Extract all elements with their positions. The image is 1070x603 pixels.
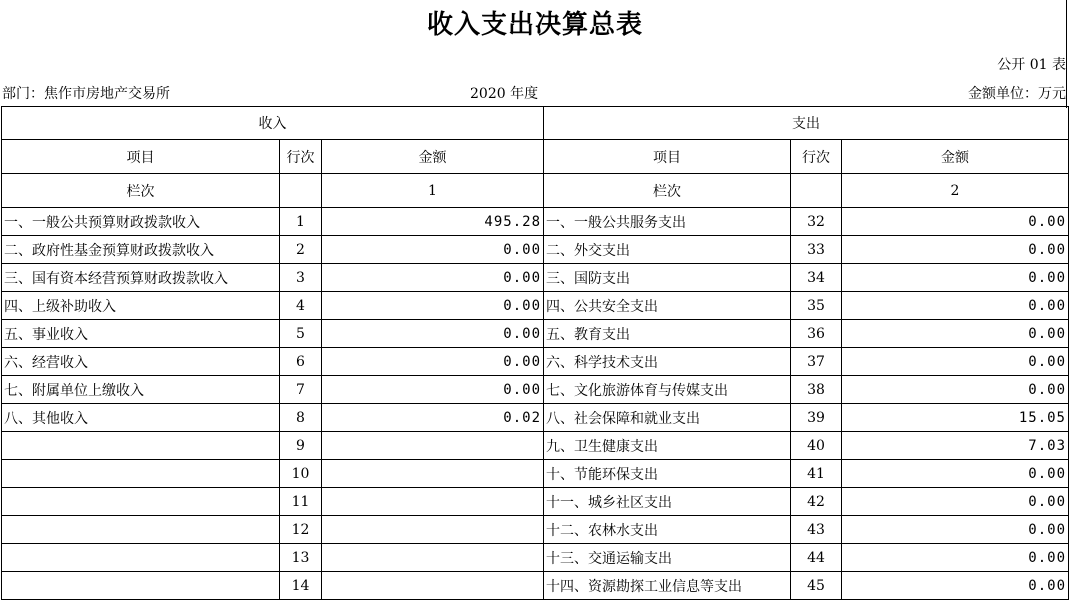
expense-amount: 0.00 (842, 236, 1069, 264)
income-item: 二、政府性基金预算财政拨款收入 (2, 236, 280, 264)
expense-column-empty (791, 174, 842, 208)
income-line-number: 1 (280, 208, 322, 236)
expense-amount: 0.00 (842, 376, 1069, 404)
income-line-number: 14 (280, 572, 322, 600)
table-row (2, 292, 1069, 320)
income-amount (322, 544, 544, 572)
income-amount: 0.00 (322, 264, 544, 292)
expense-line-number: 37 (791, 348, 842, 376)
income-amount (322, 460, 544, 488)
expense-item: 一、一般公共服务支出 (544, 208, 791, 236)
page-title: 收入支出决算总表 (426, 10, 643, 40)
expense-line-number: 36 (791, 320, 842, 348)
expense-item: 十四、资源勘探工业信息等支出 (544, 572, 791, 600)
expense-item: 二、外交支出 (544, 236, 791, 264)
table-row (2, 432, 1069, 460)
expense-amount: 0.00 (842, 460, 1069, 488)
table-row (2, 236, 1069, 264)
income-column-empty (280, 174, 322, 208)
income-line-number: 9 (280, 432, 322, 460)
income-column-label: 栏次 (2, 174, 280, 208)
income-line-header: 行次 (280, 140, 322, 174)
expense-amount: 0.00 (842, 348, 1069, 376)
income-line-number: 13 (280, 544, 322, 572)
expense-amount: 0.00 (842, 516, 1069, 544)
expense-item: 三、国防支出 (544, 264, 791, 292)
income-item: 三、国有资本经营预算财政拨款收入 (2, 264, 280, 292)
table-row (2, 544, 1069, 572)
expense-line-number: 41 (791, 460, 842, 488)
expense-line-number: 43 (791, 516, 842, 544)
expense-item: 十三、交通运输支出 (544, 544, 791, 572)
expense-line-number: 39 (791, 404, 842, 432)
income-line-number: 10 (280, 460, 322, 488)
income-line-number: 8 (280, 404, 322, 432)
income-item: 八、其他收入 (2, 404, 280, 432)
expense-amount: 7.03 (842, 432, 1069, 460)
expense-item: 九、卫生健康支出 (544, 432, 791, 460)
income-column-index: 1 (322, 174, 544, 208)
income-line-number: 11 (280, 488, 322, 516)
table-row (2, 516, 1069, 544)
expense-line-number: 45 (791, 572, 842, 600)
table-row (2, 348, 1069, 376)
income-amount: 0.00 (322, 292, 544, 320)
table-row (2, 460, 1069, 488)
header-row-columns (2, 140, 1069, 174)
expense-amount: 15.05 (842, 404, 1069, 432)
income-line-number: 12 (280, 516, 322, 544)
expense-item: 六、科学技术支出 (544, 348, 791, 376)
expense-line-number: 32 (791, 208, 842, 236)
expense-item: 四、公共安全支出 (544, 292, 791, 320)
expense-line-number: 42 (791, 488, 842, 516)
expense-amount: 0.00 (842, 572, 1069, 600)
header-row-section (2, 107, 1069, 140)
income-line-number: 3 (280, 264, 322, 292)
income-amount: 495.28 (322, 208, 544, 236)
income-header: 收入 (2, 107, 544, 140)
income-item: 七、附属单位上缴收入 (2, 376, 280, 404)
income-amount (322, 516, 544, 544)
expense-item-header: 项目 (544, 140, 791, 174)
year-label: 2020 年度 (470, 86, 539, 102)
expense-line-number: 38 (791, 376, 842, 404)
income-item-header: 项目 (2, 140, 280, 174)
income-item: 五、事业收入 (2, 320, 280, 348)
expense-line-number: 40 (791, 432, 842, 460)
expense-line-number: 34 (791, 264, 842, 292)
budget-table (1, 106, 1069, 600)
expense-item: 八、社会保障和就业支出 (544, 404, 791, 432)
expense-column-label: 栏次 (544, 174, 791, 208)
income-item (2, 516, 280, 544)
expense-amount: 0.00 (842, 208, 1069, 236)
income-amount (322, 488, 544, 516)
income-amount: 0.00 (322, 320, 544, 348)
income-amount: 0.02 (322, 404, 544, 432)
income-amount: 0.00 (322, 376, 544, 404)
income-item (2, 488, 280, 516)
expense-amount: 0.00 (842, 320, 1069, 348)
expense-item: 七、文化旅游体育与传媒支出 (544, 376, 791, 404)
expense-item: 十、节能环保支出 (544, 460, 791, 488)
income-item (2, 572, 280, 600)
expense-item: 五、教育支出 (544, 320, 791, 348)
income-amount (322, 572, 544, 600)
table-row (2, 488, 1069, 516)
income-item: 六、经营收入 (2, 348, 280, 376)
income-line-number: 7 (280, 376, 322, 404)
expense-line-number: 35 (791, 292, 842, 320)
header-row-column-index (2, 174, 1069, 208)
form-number: 公开 01 表 (997, 57, 1066, 73)
income-line-number: 5 (280, 320, 322, 348)
expense-line-number: 33 (791, 236, 842, 264)
unit-label: 金额单位：万元 (968, 86, 1066, 102)
expense-amount-header: 金额 (842, 140, 1069, 174)
income-amount: 0.00 (322, 348, 544, 376)
expense-amount: 0.00 (842, 544, 1069, 572)
income-amount (322, 432, 544, 460)
income-line-number: 6 (280, 348, 322, 376)
expense-line-number: 44 (791, 544, 842, 572)
expense-item: 十二、农林水支出 (544, 516, 791, 544)
expense-line-header: 行次 (791, 140, 842, 174)
expense-header: 支出 (544, 107, 1069, 140)
income-item: 一、一般公共预算财政拨款收入 (2, 208, 280, 236)
income-line-number: 4 (280, 292, 322, 320)
income-line-number: 2 (280, 236, 322, 264)
income-amount-header: 金额 (322, 140, 544, 174)
expense-amount: 0.00 (842, 488, 1069, 516)
table-row (2, 320, 1069, 348)
income-amount: 0.00 (322, 236, 544, 264)
table-row (2, 264, 1069, 292)
table-row (2, 572, 1069, 600)
right-border-line (1066, 0, 1067, 108)
income-item: 四、上级补助收入 (2, 292, 280, 320)
table-row (2, 208, 1069, 236)
table-row (2, 376, 1069, 404)
income-item (2, 460, 280, 488)
expense-column-index: 2 (842, 174, 1069, 208)
expense-amount: 0.00 (842, 292, 1069, 320)
expense-amount: 0.00 (842, 264, 1069, 292)
table-row (2, 404, 1069, 432)
income-item (2, 544, 280, 572)
income-item (2, 432, 280, 460)
department-label: 部门：焦作市房地产交易所 (2, 86, 170, 102)
expense-item: 十一、城乡社区支出 (544, 488, 791, 516)
